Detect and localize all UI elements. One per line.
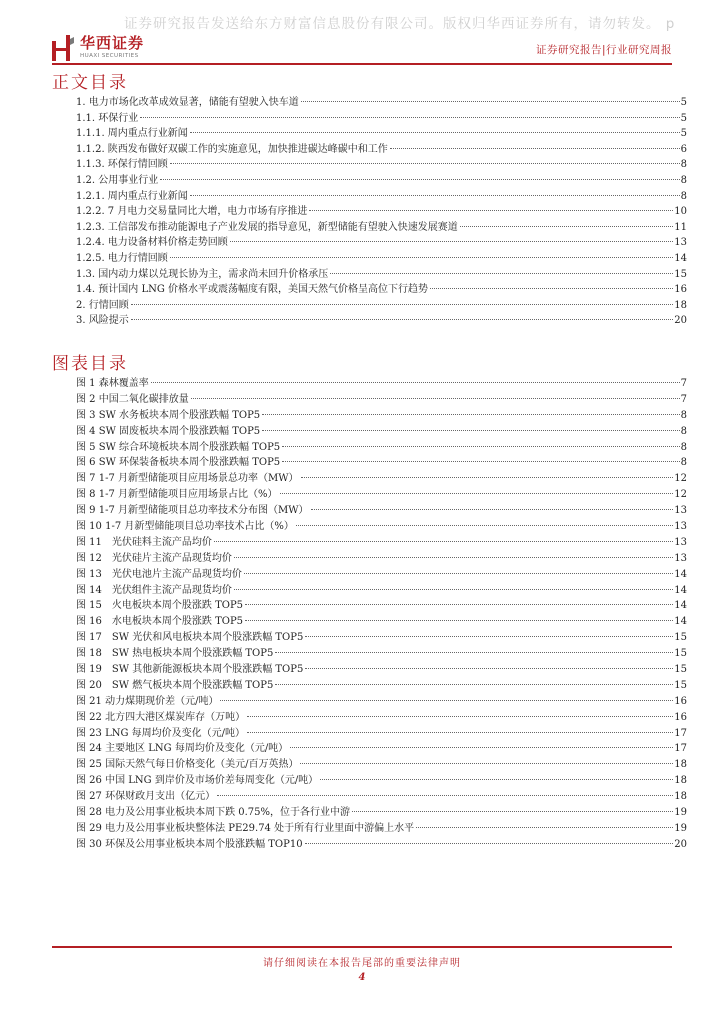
- dot-leader: [220, 700, 673, 701]
- figure-entry-page-number: 13: [674, 536, 687, 548]
- toc-entry[interactable]: [76, 173, 687, 189]
- toc-entry-label: 1.2.1. 周内重点行业新闻: [76, 190, 188, 202]
- figure-entry-page-number: 19: [674, 807, 687, 819]
- figure-entry-label: 图 23 LNG 每周均价及变化（元/吨）: [76, 727, 246, 739]
- figure-entry[interactable]: [76, 614, 687, 630]
- toc-entry-label: 1.2.5. 电力行情回顾: [76, 252, 168, 264]
- toc-entry-page-number: 13: [674, 237, 687, 249]
- figure-entry-label: 图 14 光伏组件主流产品现货均价: [76, 584, 232, 596]
- figure-entry-page-number: 12: [674, 489, 687, 501]
- figure-entry[interactable]: [76, 678, 687, 694]
- dot-leader: [352, 811, 673, 812]
- toc-entry-label: 1.2. 公用事业行业: [76, 174, 159, 186]
- figure-entry[interactable]: [76, 567, 687, 583]
- toc-entry[interactable]: [76, 189, 687, 205]
- toc-entry[interactable]: [76, 204, 687, 220]
- figure-entry[interactable]: [76, 726, 687, 742]
- figure-entry-label: 图 27 环保财政月支出（亿元）: [76, 791, 216, 803]
- figure-entry[interactable]: [76, 773, 687, 789]
- toc-entry-page-number: 16: [674, 284, 687, 296]
- dot-leader: [320, 779, 673, 780]
- figure-entry[interactable]: [76, 598, 687, 614]
- toc-title: 正文目录: [52, 73, 128, 93]
- legal-notice: 请仔细阅读在本报告尾部的重要法律声明: [263, 958, 461, 969]
- dot-leader: [191, 398, 680, 399]
- figure-entry[interactable]: [76, 503, 687, 519]
- figure-entry-page-number: 20: [674, 838, 687, 850]
- toc-entry-label: 1. 电力市场化改革成效显著，储能有望驶入快车道: [76, 97, 299, 108]
- figure-entry-label: 图 20 SW 燃气板块本周个股涨跌幅 TOP5: [76, 679, 274, 691]
- figure-entry-label: 图 15 火电板块本周个股涨跌 TOP5: [76, 600, 244, 612]
- toc-entry-page-number: 11: [674, 221, 687, 233]
- figure-entry[interactable]: [76, 662, 687, 678]
- watermark: 证券研究报告发送给东方财富信息股份有限公司。版权归华西证券所有，请勿转发。 p: [124, 16, 676, 32]
- dot-leader: [234, 557, 673, 558]
- figure-entry-page-number: 7: [680, 393, 687, 405]
- figure-entry-page-number: 14: [674, 616, 687, 628]
- figure-entry-label: 图 17 SW 光伏和风电板块本周个股涨跌幅 TOP5: [76, 632, 304, 644]
- figure-entry-label: 图 2 中国二氧化碳排放量: [76, 393, 189, 405]
- figure-entry-page-number: 8: [680, 425, 687, 437]
- toc-entry[interactable]: [76, 126, 687, 142]
- figure-entry-page-number: 14: [674, 568, 687, 580]
- figure-entry[interactable]: [76, 535, 687, 551]
- figure-entry[interactable]: [76, 471, 687, 487]
- figure-entry-page-number: 15: [674, 648, 687, 660]
- dot-leader: [131, 319, 674, 320]
- figure-entry[interactable]: [76, 741, 687, 757]
- toc-entry-label: 1.1. 环保行业: [76, 112, 139, 124]
- figure-entry[interactable]: [76, 710, 687, 726]
- figure-entry-label: 图 7 1-7 月新型储能项目应用场景总功率（MW）: [76, 473, 299, 485]
- company-logo: [52, 34, 144, 62]
- dot-leader: [290, 747, 673, 748]
- dot-leader: [430, 288, 673, 289]
- figure-entry-page-number: 17: [674, 727, 687, 739]
- toc-entry-page-number: 8: [680, 174, 687, 186]
- dot-leader: [170, 257, 673, 258]
- dot-leader: [234, 589, 673, 590]
- dot-leader: [275, 684, 673, 685]
- dot-leader: [230, 241, 673, 242]
- dot-leader: [300, 763, 673, 764]
- dot-leader: [244, 573, 673, 574]
- toc-entry-label: 2. 行情回顾: [76, 299, 129, 311]
- dot-leader: [275, 652, 673, 653]
- toc-entry-page-number: 20: [674, 315, 687, 327]
- figure-entry-label: 图 18 SW 热电板块本周个股涨跌幅 TOP5: [76, 648, 274, 660]
- figure-entry-page-number: 14: [674, 600, 687, 612]
- report-type-label: 证券研究报告|行业研究周报: [535, 44, 672, 56]
- figure-entry-label: 图 16 水电板块本周个股涨跌 TOP5: [76, 616, 244, 628]
- toc-entry[interactable]: [76, 313, 687, 329]
- figure-entry-page-number: 12: [674, 473, 687, 485]
- toc-entry-label: 1.4. 预计国内 LNG 价格水平或震荡幅度有限，美国天然气价格呈高位下行趋势: [76, 284, 428, 296]
- figure-entry-label: 图 3 SW 水务板块本周个股涨跌幅 TOP5: [76, 409, 261, 421]
- figure-entry-label: 图 13 光伏电池片主流产品现货均价: [76, 568, 242, 580]
- dot-leader: [170, 163, 680, 164]
- toc-entry[interactable]: [76, 111, 687, 127]
- figure-entry[interactable]: [76, 455, 687, 471]
- figure-entry[interactable]: [76, 837, 687, 853]
- figure-entry[interactable]: [76, 408, 687, 424]
- figure-entry-page-number: 19: [674, 822, 687, 834]
- figure-entry-page-number: 7: [680, 378, 687, 389]
- dot-leader: [280, 493, 674, 494]
- dot-leader: [140, 117, 679, 118]
- dot-leader: [301, 477, 674, 478]
- figure-entry[interactable]: [76, 551, 687, 567]
- dot-leader: [190, 132, 680, 133]
- figure-entry-label: 图 4 SW 固废板块本周个股涨跌幅 TOP5: [76, 425, 261, 437]
- figure-entry-label: 图 1 森林覆盖率: [76, 378, 149, 389]
- figure-entry-label: 图 26 中国 LNG 到岸价及市场价差每周变化（元/吨）: [76, 775, 319, 787]
- dot-leader: [217, 795, 673, 796]
- figure-entry-page-number: 16: [674, 695, 687, 707]
- figure-entry[interactable]: [76, 757, 687, 773]
- figure-entry-page-number: 16: [674, 711, 687, 723]
- figure-entry-label: 图 19 SW 其他新能源板块本周个股涨跌幅 TOP5: [76, 664, 304, 676]
- figure-entry-label: 图 8 1-7 月新型储能项目应用场景占比（%）: [76, 489, 278, 501]
- dot-leader: [309, 210, 673, 211]
- figure-entry[interactable]: [76, 519, 687, 535]
- figure-entry[interactable]: [76, 789, 687, 805]
- dot-leader: [460, 226, 673, 227]
- toc-entry[interactable]: [76, 267, 687, 283]
- toc-entry[interactable]: [76, 142, 687, 158]
- figure-entry-label: 图 28 电力及公用事业板块本周下跌 0.75%，位于各行业中游: [76, 807, 351, 819]
- dot-leader: [160, 179, 679, 180]
- header-divider: [52, 63, 672, 65]
- toc-entry-label: 1.2.3. 工信部发布推动能源电子产业发展的指导意见，新型储能有望驶入快速发展赛道: [76, 221, 458, 233]
- dot-leader: [247, 716, 673, 717]
- toc-entry[interactable]: [76, 298, 687, 314]
- figure-entry[interactable]: [76, 821, 687, 837]
- figure-entry-page-number: 18: [674, 775, 687, 787]
- figure-entry-label: 图 22 北方四大港区煤炭库存（万吨）: [76, 711, 246, 723]
- dot-leader: [131, 304, 674, 305]
- toc-entry-page-number: 14: [674, 252, 687, 264]
- figure-entry[interactable]: [76, 392, 687, 408]
- dot-leader: [262, 430, 679, 431]
- footer-divider: [52, 946, 672, 948]
- figure-entry-label: 图 24 主要地区 LNG 每周均价及变化（元/吨）: [76, 743, 289, 755]
- toc-entry[interactable]: [76, 235, 687, 251]
- figure-entry-page-number: 8: [680, 441, 687, 453]
- figure-entry-label: 图 12 光伏硅片主流产品现货均价: [76, 552, 232, 564]
- dot-leader: [416, 827, 673, 828]
- figure-entry[interactable]: [76, 424, 687, 440]
- dot-leader: [214, 541, 673, 542]
- toc-entry-label: 1.2.4. 电力设备材料价格走势回顾: [76, 237, 228, 249]
- toc-entry-page-number: 8: [680, 190, 687, 202]
- toc-entry[interactable]: [76, 157, 687, 173]
- dot-leader: [245, 620, 673, 621]
- toc-entry-page-number: 5: [680, 97, 687, 108]
- figure-entry-label: 图 9 1-7 月新型储能项目总功率技术分布图（MW）: [76, 505, 309, 517]
- figure-entry-label: 图 29 电力及公用事业板块整体法 PE29.74 处于所有行业里面中游偏上水平: [76, 822, 415, 834]
- figure-entry-page-number: 13: [674, 521, 687, 533]
- figure-entry[interactable]: [76, 630, 687, 646]
- figure-entry-page-number: 18: [674, 791, 687, 803]
- dot-leader: [390, 148, 680, 149]
- logo-english-name: HUAXI SECURITIES: [80, 53, 139, 60]
- figure-entry-label: 图 5 SW 综合环境板块本周个股涨跌幅 TOP5: [76, 441, 281, 453]
- figure-entry[interactable]: [76, 487, 687, 503]
- page-number: 4: [358, 972, 366, 983]
- toc-entry-page-number: 8: [680, 159, 687, 171]
- toc-entry-label: 1.1.2. 陕西发布做好双碳工作的实施意见，加快推进碳达峰碳中和工作: [76, 143, 388, 155]
- figure-entry-label: 图 25 国际天然气每日价格变化（美元/百万英热）: [76, 759, 299, 771]
- figure-entry-label: 图 6 SW 环保装备板块本周个股涨跌幅 TOP5: [76, 457, 281, 469]
- figure-entry-page-number: 15: [674, 632, 687, 644]
- dot-leader: [311, 509, 674, 510]
- figure-entry[interactable]: [76, 583, 687, 599]
- toc-entry[interactable]: [76, 95, 687, 111]
- toc-entry-label: 3. 风险提示: [76, 315, 129, 327]
- figure-list: [76, 376, 687, 853]
- dot-leader: [282, 446, 679, 447]
- toc-entry[interactable]: [76, 282, 687, 298]
- dot-leader: [305, 843, 674, 844]
- dot-leader: [262, 414, 679, 415]
- figure-entry-label: 图 21 动力煤期现价差（元/吨）: [76, 695, 219, 707]
- figure-entry-label: 图 30 环保及公用事业板块本周个股涨跌幅 TOP10: [76, 838, 303, 850]
- dot-leader: [301, 101, 680, 102]
- toc-entry-page-number: 15: [674, 268, 687, 280]
- toc-entry[interactable]: [76, 251, 687, 267]
- toc-entry-label: 1.1.3. 环保行情回顾: [76, 159, 168, 171]
- dot-leader: [190, 195, 680, 196]
- figure-entry-page-number: 15: [674, 679, 687, 691]
- toc-entry-label: 1.2.2. 7 月电力交易量同比大增，电力市场有序推进: [76, 206, 308, 218]
- toc-entry-page-number: 6: [680, 143, 687, 155]
- toc-entry[interactable]: [76, 220, 687, 236]
- figure-entry-label: 图 10 1-7 月新型储能项目总功率技术占比（%）: [76, 521, 294, 533]
- dot-leader: [296, 525, 673, 526]
- figure-entry-page-number: 18: [674, 759, 687, 771]
- figure-entry-page-number: 13: [674, 552, 687, 564]
- figure-entry-page-number: 14: [674, 584, 687, 596]
- figure-entry-page-number: 13: [674, 505, 687, 517]
- toc-entry-page-number: 5: [680, 112, 687, 124]
- dot-leader: [305, 636, 673, 637]
- figure-entry-page-number: 17: [674, 743, 687, 755]
- toc-entry-page-number: 5: [680, 128, 687, 140]
- dot-leader: [330, 273, 673, 274]
- huaxi-logo-icon: [52, 35, 74, 61]
- dot-leader: [151, 382, 680, 383]
- dot-leader: [247, 732, 673, 733]
- dot-leader: [282, 461, 679, 462]
- logo-chinese-name: 华西证券: [80, 34, 145, 53]
- figure-entry-label: 图 11 光伏硅料主流产品均价: [76, 536, 212, 548]
- dot-leader: [305, 668, 673, 669]
- figure-entry[interactable]: [76, 376, 687, 392]
- figure-entry[interactable]: [76, 646, 687, 662]
- figure-entry-page-number: 8: [680, 409, 687, 421]
- toc-entry-label: 1.3. 国内动力煤以兑现长协为主，需求尚未回升价格承压: [76, 268, 329, 280]
- toc-entry-page-number: 18: [674, 299, 687, 311]
- figure-list-title: 图表目录: [52, 354, 128, 374]
- dot-leader: [245, 604, 673, 605]
- figure-entry-page-number: 8: [680, 457, 687, 469]
- figure-entry-page-number: 15: [674, 664, 687, 676]
- toc-entry-label: 1.1.1. 周内重点行业新闻: [76, 128, 188, 140]
- toc-list: [76, 95, 687, 329]
- figure-entry[interactable]: [76, 805, 687, 821]
- figure-entry[interactable]: [76, 440, 687, 456]
- figure-entry[interactable]: [76, 694, 687, 710]
- toc-entry-page-number: 10: [674, 206, 687, 218]
